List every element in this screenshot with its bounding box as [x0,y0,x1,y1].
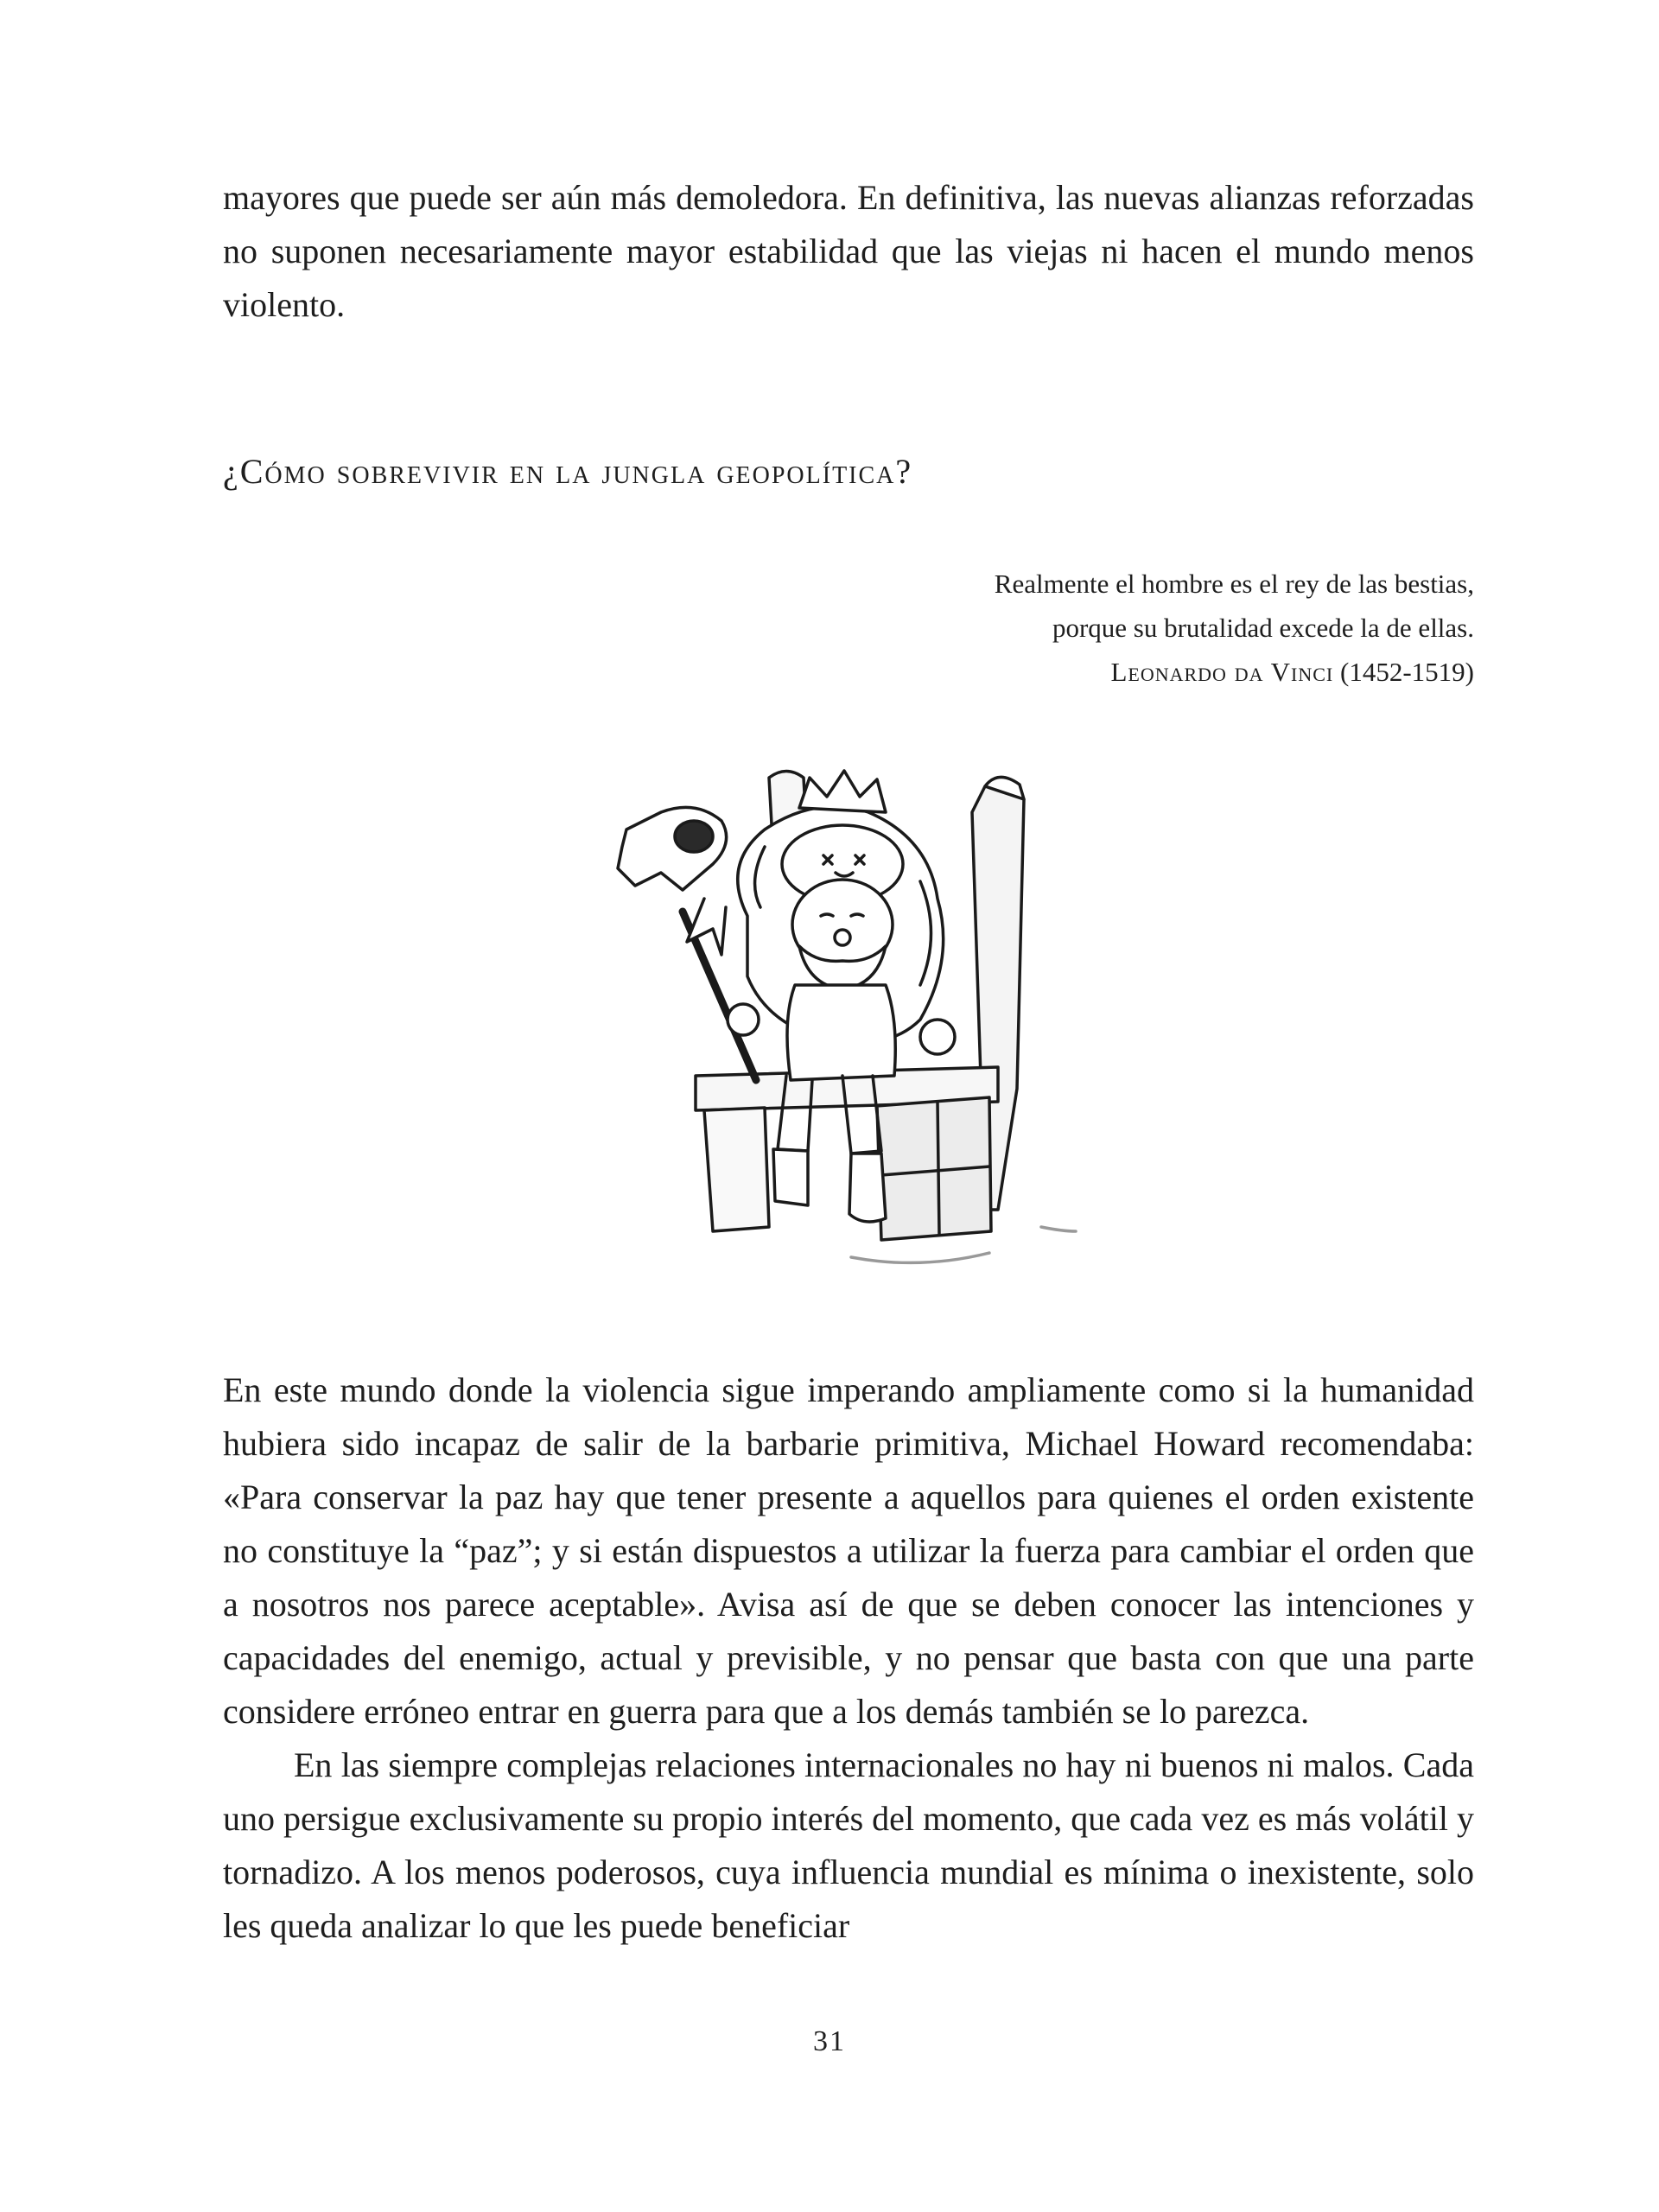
paragraph-top [223,171,1474,332]
epigraph-attribution [696,650,1474,694]
epigraph [696,562,1474,694]
body-paragraph-1: En este mundo donde la violencia sigue imperando ampliamente como si la humanidad hubiera sido incapaz de salir de la barbarie primitiva, Michael Howard recomendaba: «Para conservar la paz hay que tener presente a aquellos para quienes el orden existente no constituye la “paz”; y si están dispuestos a utilizar la fuerza para cambiar el orden que a nosotros nos parece aceptable». Avisa así de que se deben conocer las intenciones y capacidades del enemigo, actual y previsible, y no pensar que basta con que una parte considere erróneo entrar en guerra para que a los demás también se lo parezca. [223,1370,1474,1731]
paragraph-top-text: mayores que puede ser aún más demoledora. En definitiva, las nuevas alianzas reforzadas no suponen necesariamente mayor estabilidad que las viejas ni hacen el mundo menos violento. [223,178,1474,324]
king-on-throne-illustration [592,760,1093,1296]
epigraph-line-1: Realmente el hombre es el rey de las bestias, [994,569,1474,599]
body-text [223,1363,1474,1953]
epigraph-author: Leonardo da Vinci [1110,657,1334,687]
page-number: 31 [813,2025,846,2057]
body-paragraph-2: En las siempre complejas relaciones internacionales no hay ni buenos ni malos. Cada uno persigue exclusivamente su propio interés del momento, que cada vez es más volátil y tornadizo. A los menos poderosos, cuya influencia mundial es mínima o inexistente, solo les queda analizar lo que les puede beneficiar [223,1745,1474,1945]
section-heading: ¿Cómo sobrevivir en la jungla geopolítica? [223,452,913,491]
epigraph-line-2: porque su brutalidad excede la de ellas. [1052,613,1474,643]
epigraph-years: (1452-1519) [1333,657,1474,687]
